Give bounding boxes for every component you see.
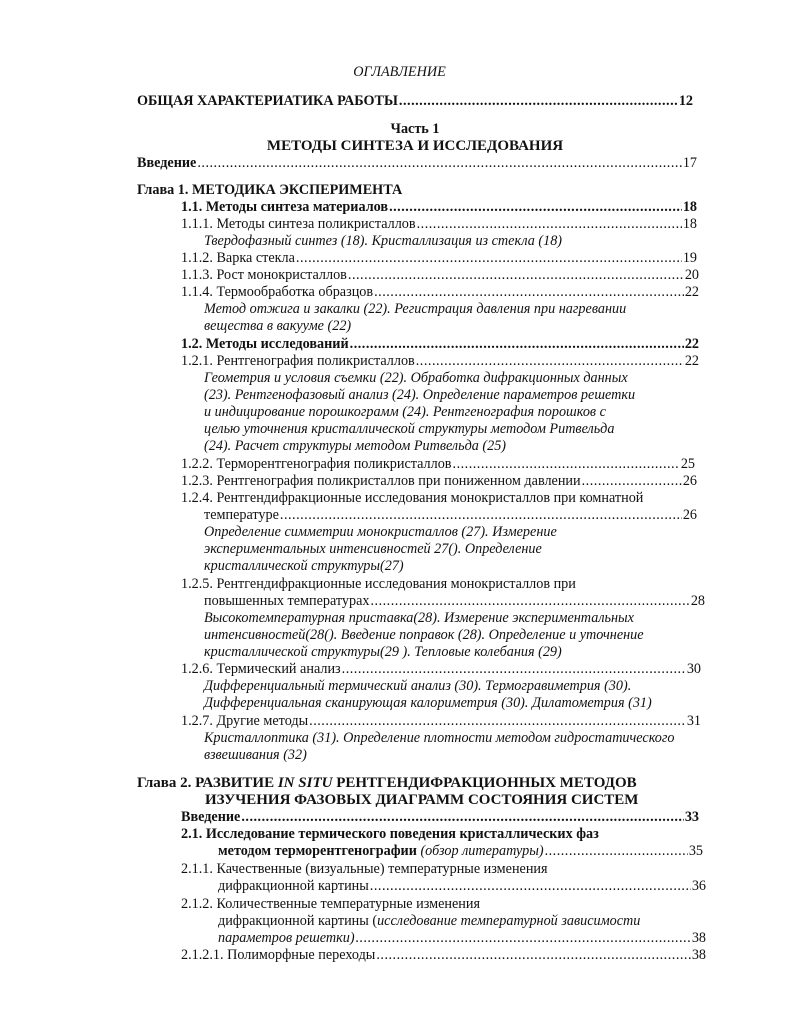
entry-page: 36 — [691, 878, 706, 894]
entry-description: и индицирование порошкограмм (24). Рентгенография порошков с — [204, 404, 606, 420]
entry-description: Высокотемпературная приставка(28). Измерение экспериментальных — [204, 610, 634, 626]
entry-description: Дифференциальный термический анализ (30). Термогравиметрия (30). — [204, 678, 632, 694]
entry-page: 22 — [684, 353, 699, 369]
entry-title: 1.2.3. Рентгенография поликристаллов при пониженном давлении — [181, 473, 581, 489]
chapter-1-title[interactable]: Глава 1. МЕТОДИКА ЭКСПЕРИМЕНТА — [137, 182, 403, 198]
entry-title: 1.2.2. Терморентгенография поликристаллов — [181, 456, 452, 472]
entry-page: 26 — [682, 473, 697, 489]
entry-description: интенсивностей(28(). Введение поправок (28). Определение и уточнение — [204, 627, 644, 643]
chapter-2-title-line2: ИЗУЧЕНИЯ ФАЗОВЫХ ДИАГРАММ СОСТОЯНИЯ СИСТЕМ — [205, 792, 639, 808]
part-label: Часть 1 — [390, 121, 440, 137]
chapter-2-prefix: Глава 2. РАЗВИТИЕ — [137, 775, 278, 791]
entry-title: Введение — [181, 809, 241, 825]
entry-description: кристаллической структуры(29 ). Тепловые колебания (29) — [204, 644, 562, 660]
entry-title: методом терморентгенографии — [218, 843, 417, 859]
entry-page: 22 — [684, 336, 699, 352]
toc-entry-2-1-2-1[interactable] — [181, 946, 706, 965]
entry-title: 1.1.2. Варка стекла — [181, 250, 295, 266]
entry-page: 26 — [682, 507, 697, 523]
entry-title: 1.1.1. Методы синтеза поликристаллов — [181, 216, 416, 232]
entry-description: целью уточнения кристаллической структуры методом Ритвельда — [204, 421, 615, 437]
toc-entry-2-1[interactable] — [218, 842, 703, 861]
entry-page: 22 — [684, 284, 699, 300]
chapter-2-rest: РЕНТГЕНДИФРАКЦИОННЫХ МЕТОДОВ — [332, 775, 637, 791]
entry-page: 31 — [686, 713, 701, 729]
entry-page: 18 — [682, 199, 697, 215]
entry-description: Кристаллоптика (31). Определение плотности методом гидростатического — [204, 730, 675, 746]
entry-title: 1.2. Методы исследований — [181, 336, 349, 352]
entry-page: 30 — [686, 661, 701, 677]
entry-title: повышенных температурах — [204, 593, 370, 609]
entry-title: 2.1.2.1. Полиморфные переходы — [181, 947, 376, 963]
toc-entry-1-2-5-line1[interactable]: 1.2.5. Рентгендифракционные исследования монокристаллов при — [181, 576, 576, 592]
entry-description: вещества в вакууме (22) — [204, 318, 352, 334]
entry-title: 1.1.4. Термообработка образцов — [181, 284, 374, 300]
entry-description: Определение симметрии монокристаллов (27). Измерение — [204, 524, 557, 540]
entry-title: Введение — [137, 155, 197, 171]
entry-page: 12 — [678, 93, 693, 109]
entry-description: Геометрия и условия съемки (22). Обработка дифракционных данных — [204, 370, 628, 386]
entry-title: 1.1. Методы синтеза материалов — [181, 199, 389, 215]
entry-page: 17 — [682, 155, 697, 171]
chapter-2-insitu: IN SITU — [277, 775, 333, 791]
entry-description: Метод отжига и закалки (22). Регистрация давления при нагревании — [204, 301, 627, 317]
toc-entry-1-2-4-line1[interactable]: 1.2.4. Рентгендифракционные исследования монокристаллов при комнатной — [181, 490, 644, 506]
entry-page: 18 — [682, 216, 697, 232]
dot-leader — [376, 946, 690, 965]
entry-page: 20 — [684, 267, 699, 283]
toc-heading: ОГЛАВЛЕНИЕ — [353, 64, 446, 80]
line-text-italic: исследование температурной зависимости — [377, 913, 641, 929]
dot-leader — [545, 842, 688, 861]
dot-leader — [399, 92, 678, 111]
part-title: МЕТОДЫ СИНТЕЗА И ИССЛЕДОВАНИЯ — [266, 138, 564, 154]
entry-note: (обзор литературы) — [420, 843, 544, 859]
toc-entry-2-1-line1[interactable]: 2.1. Исследование термического поведения кристаллических фаз — [181, 826, 599, 842]
entry-description: кристаллической структуры(27) — [204, 558, 404, 574]
entry-page: 25 — [680, 456, 695, 472]
entry-title: 1.1.3. Рост монокристаллов — [181, 267, 347, 283]
entry-page: 35 — [688, 843, 703, 859]
entry-title: дифракционной картины — [218, 878, 369, 894]
entry-description: экспериментальных интенсивностей 27(). Определение — [204, 541, 542, 557]
line-text: дифракционной картины ( — [218, 913, 378, 929]
toc-entry-general[interactable] — [137, 92, 693, 111]
toc-entry-2-1-1-line1[interactable]: 2.1.1. Качественные (визуальные) температурные изменения — [181, 861, 548, 877]
toc-entry-intro-1[interactable] — [137, 154, 697, 173]
entry-title: 1.2.7. Другие методы — [181, 713, 309, 729]
entry-description: (23). Рентгенофазовый анализ (24). Определение параметров решетки — [204, 387, 636, 403]
entry-page: 28 — [690, 593, 705, 609]
dot-leader — [370, 877, 691, 896]
toc-entry-2-1-1[interactable] — [218, 877, 706, 896]
entry-description: Дифференциальная сканирующая калориметрия (30). Дилатометрия (31) — [204, 695, 652, 711]
entry-title: 1.2.6. Термический анализ — [181, 661, 341, 677]
entry-page: 38 — [691, 930, 706, 946]
entry-description: (24). Расчет структуры методом Ритвельда (25) — [204, 438, 507, 454]
entry-description: Твердофазный синтез (18). Кристаллизация из стекла (18) — [204, 233, 563, 249]
entry-title: температуре — [204, 507, 279, 523]
entry-description: взвешивания (32) — [204, 747, 307, 763]
entry-page: 33 — [684, 809, 699, 825]
entry-page: 38 — [691, 947, 706, 963]
entry-title: 1.2.1. Рентгенография поликристаллов — [181, 353, 415, 369]
entry-title: ОБЩАЯ ХАРАКТЕРИАТИКА РАБОТЫ — [137, 93, 398, 109]
dot-leader — [197, 154, 681, 173]
toc-entry-2-1-2-line1[interactable]: 2.1.2. Количественные температурные изменения — [181, 896, 480, 912]
entry-page: 19 — [682, 250, 697, 266]
entry-title: параметров решетки) — [218, 930, 355, 946]
